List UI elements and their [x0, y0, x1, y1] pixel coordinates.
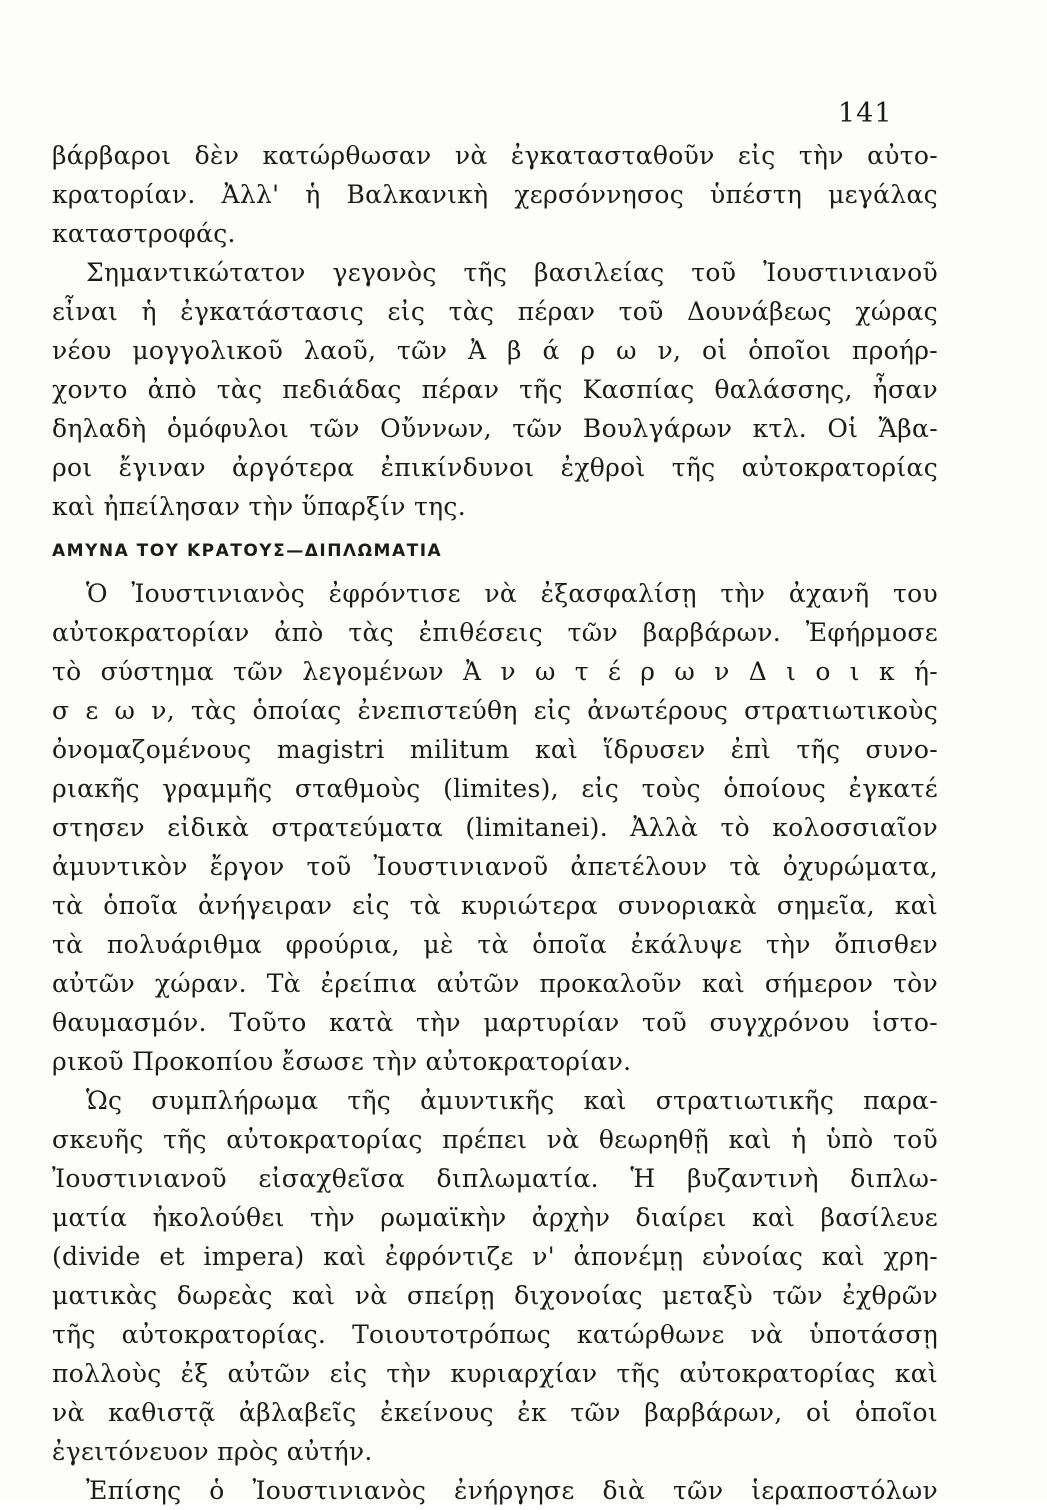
text-line: ριακῆς γραμμῆς σταθμοὺς (limites), εἰς τοὺς ὁποίους ἐγκατέ	[52, 774, 938, 803]
body-text	[52, 136, 938, 1510]
text-line: ὀνομαζομένους magistri militum καὶ ἵδρυσεν ἐπὶ τῆς συνο-	[52, 735, 938, 764]
paragraph-defense	[52, 574, 938, 1081]
text-line: Σημαντικώτατον γεγονὸς τῆς βασιλείας τοῦ Ἰουστινιανοῦ	[86, 258, 938, 287]
text-line: νὰ καθιστᾷ ἀβλαβεῖς ἐκείνους ἐκ τῶν βαρβάρων, οἱ ὁποῖοι	[52, 1398, 938, 1427]
text-line: κρατορίαν. Ἀλλ' ἡ Βαλκανικὴ χερσόννησος ὑπέστη μεγάλας	[52, 180, 938, 209]
text-line: πολλοὺς ἐξ αὐτῶν εἰς τὴν κυριαρχίαν τῆς αὐτοκρατορίας καὶ	[52, 1359, 938, 1388]
text-line: Ἰουστινιανοῦ εἰσαχθεῖσα διπλωματία. Ἡ βυζαντινὴ διπλω-	[52, 1164, 938, 1193]
text-line: τὰ πολυάριθμα φρούρια, μὲ τὰ ὁποῖα ἐκάλυψε τὴν ὄπισθεν	[52, 930, 938, 959]
text-line: σ ε ω ν, τὰς ὁποίας ἐνεπιστεύθη εἰς ἀνωτέρους στρατιωτικοὺς	[52, 696, 938, 725]
page-number: 141	[838, 98, 893, 129]
paragraph-diplomacy	[52, 1081, 938, 1471]
text-line: αὐτοκρατορίαν ἀπὸ τὰς ἐπιθέσεις τῶν βαρβάρων. Ἐφήρμοσε	[52, 618, 938, 647]
text-line: βάρβαροι δὲν κατώρθωσαν νὰ ἐγκατασταθοῦν εἰς τὴν αὐτο-	[52, 141, 938, 170]
text-line: καὶ ἠπείλησαν τὴν ὕπαρξίν της.	[52, 492, 466, 521]
section-heading: ΑΜΥΝΑ ΤΟΥ ΚΡΑΤΟΥΣ—ΔΙΠΛΩΜΑΤΙΑ	[52, 541, 443, 561]
paragraph-missionaries	[52, 1471, 938, 1510]
text-line: τὰ ὁποῖα ἀνήγειραν εἰς τὰ κυριώτερα συνοριακὰ σημεῖα, καὶ	[52, 891, 938, 920]
text-line: Ὡς συμπλήρωμα τῆς ἀμυντικῆς καὶ στρατιωτικῆς παρα-	[86, 1086, 938, 1115]
intro-paragraph	[52, 136, 938, 253]
text-line: ματικὰς δωρεὰς καὶ νὰ σπείρῃ διχονοίας μεταξὺ τῶν ἐχθρῶν	[52, 1281, 938, 1310]
text-line: ἀμυντικὸν ἔργον τοῦ Ἰουστινιανοῦ ἀπετέλουν τὰ ὀχυρώματα,	[52, 852, 938, 881]
text-line: ματία ἠκολούθει τὴν ρωμαϊκὴν ἀρχὴν διαίρει καὶ βασίλευε	[52, 1203, 938, 1232]
text-line: τὸ σύστημα τῶν λεγομένων Ἀ ν ω τ έ ρ ω ν Δ ι ο ι κ ή-	[52, 657, 938, 686]
text-line: Ὁ Ἰουστινιανὸς ἐφρόντισε νὰ ἐξασφαλίσῃ τὴν ἀχανῆ του	[86, 579, 938, 608]
text-line: αὐτῶν χώραν. Τὰ ἐρείπια αὐτῶν προκαλοῦν καὶ σήμερον τὸν	[52, 969, 938, 998]
text-line: Ἐπίσης ὁ Ἰουστινιανὸς ἐνήργησε διὰ τῶν ἱεραποστόλων	[86, 1476, 938, 1505]
text-line: ροι ἔγιναν ἀργότερα ἐπικίνδυνοι ἐχθροὶ τῆς αὐτοκρατορίας	[52, 453, 938, 482]
text-line: θαυμασμόν. Τοῦτο κατὰ τὴν μαρτυρίαν τοῦ συγχρόνου ἱστο-	[52, 1008, 938, 1037]
text-line: (divide et impera) καὶ ἐφρόντιζε ν' ἀπονέμῃ εὐνοίας καὶ χρη-	[52, 1242, 938, 1271]
text-line: ρικοῦ Προκοπίου ἔσωσε τὴν αὐτοκρατορίαν.	[52, 1047, 632, 1076]
text-line: τῆς αὐτοκρατορίας. Τοιουτοτρόπως κατώρθωνε νὰ ὑποτάσσῃ	[52, 1320, 938, 1349]
text-line: δηλαδὴ ὁμόφυλοι τῶν Οὔννων, τῶν Βουλγάρων κτλ. Οἱ Ἄβα-	[52, 414, 938, 443]
text-line: στησεν εἰδικὰ στρατεύματα (limitanei). Ἀλλὰ τὸ κολοσσιαῖον	[52, 813, 938, 842]
text-line: εἶναι ἡ ἐγκατάστασις εἰς τὰς πέραν τοῦ Δουνάβεως χώρας	[52, 297, 938, 326]
paragraph-avars	[52, 253, 938, 526]
text-line: χοντο ἀπὸ τὰς πεδιάδας πέραν τῆς Κασπίας θαλάσσης, ἦσαν	[52, 375, 938, 404]
text-line: ἐγειτόνευον πρὸς αὐτήν.	[52, 1437, 373, 1466]
text-line: σκευῆς τῆς αὐτοκρατορίας πρέπει νὰ θεωρηθῇ καὶ ἡ ὑπὸ τοῦ	[52, 1125, 938, 1154]
text-line: νέου μογγολικοῦ λαοῦ, τῶν Ἀ β ά ρ ω ν, οἱ ὁποῖοι προήρ-	[52, 336, 938, 365]
text-line: καταστροφάς.	[52, 219, 236, 248]
